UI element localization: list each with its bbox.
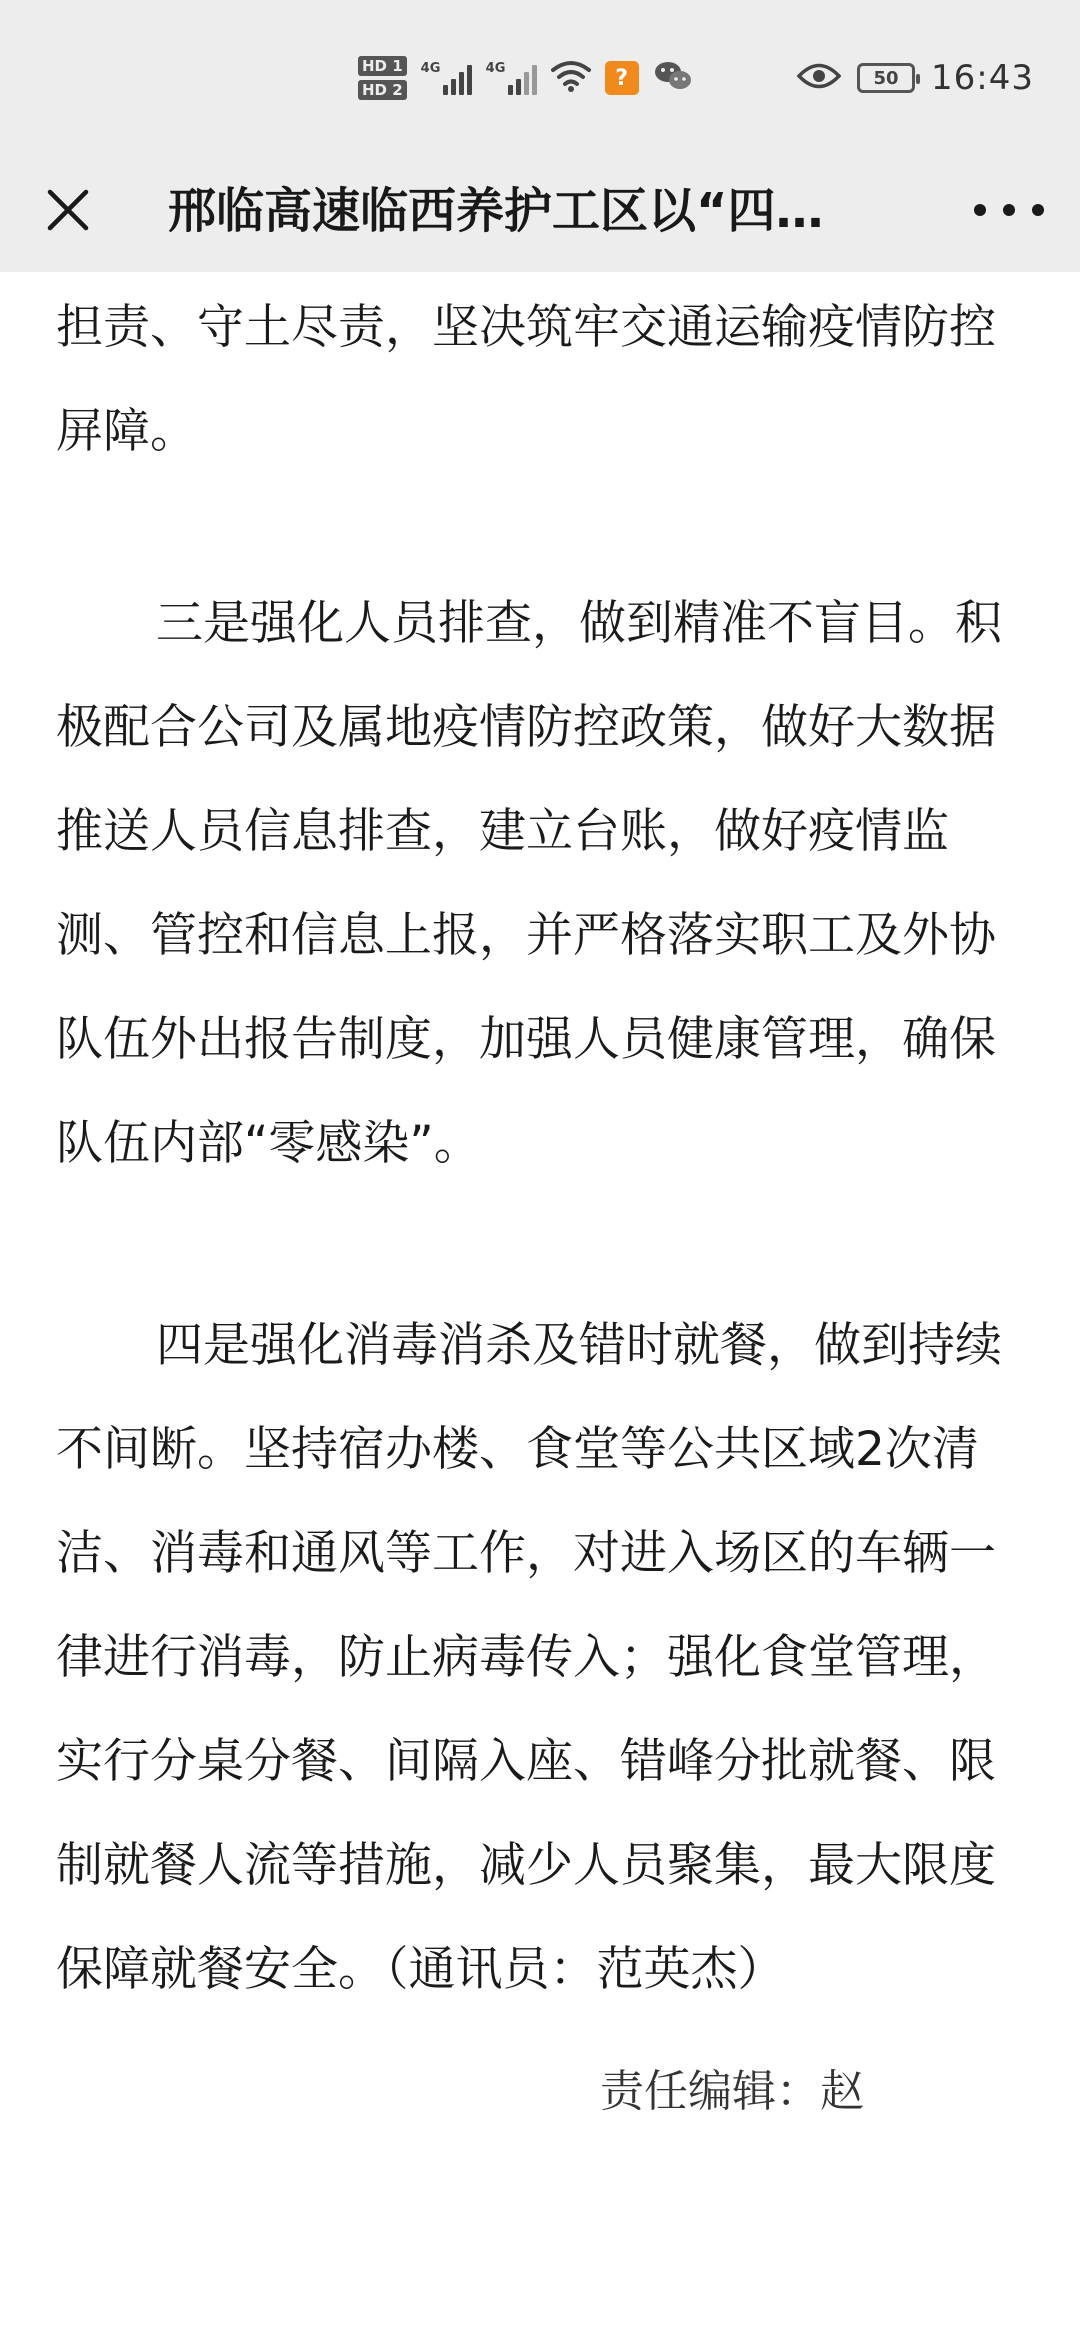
more-dot-icon: [1003, 204, 1015, 216]
article-paragraph: 三是强化人员排查，做到精准不盲目。积极配合公司及属地疫情防控政策，做好大数据推送人员信息排查，建立台账，做好疫情监测、管控和信息上报，并严格落实职工及外协队伍外出报告制度，加强人员健康管理，确保队伍内部“零感染”。: [56, 596, 1002, 1171]
status-bar: [0, 0, 1080, 150]
app-badge-icon: ?: [605, 61, 639, 95]
editor-credit: 责任编辑：赵: [600, 2066, 864, 2117]
more-dot-icon: [974, 204, 986, 216]
status-icons-right: [797, 48, 1034, 108]
hd2-badge: HD 2: [358, 80, 407, 100]
more-options-button[interactable]: [974, 182, 1044, 238]
close-icon: [44, 186, 92, 234]
navigation-bar: [0, 150, 1080, 272]
more-dot-icon: [1032, 204, 1044, 216]
page-title: 邢临高速临西养护工区以“四…: [168, 183, 824, 239]
hd1-badge: HD 1: [358, 56, 407, 76]
status-icons-left: [358, 48, 693, 108]
close-button[interactable]: [30, 172, 106, 248]
eye-icon: [797, 61, 841, 95]
signal-icon-sim1: [421, 61, 472, 95]
network-type-sim2: 4G: [485, 61, 506, 76]
top-bar: [0, 0, 1080, 272]
signal-icon-sim2: [486, 61, 537, 95]
wifi-icon: [551, 60, 591, 96]
article-paragraph: 四是强化消毒消杀及错时就餐，做到持续不间断。坚持宿办楼、食堂等公共区域2次清洁、消毒和通风等工作，对进入场区的车辆一律进行消毒，防止病毒传入；强化食堂管理，实行分桌分餐、间隔入座、错峰分批就餐、限制就餐人流等措施，减少人员聚集，最大限度保障就餐安全。（通讯员：范英杰）: [56, 1318, 1002, 1997]
article-paragraph: 担责、守土尽责，坚决筑牢交通运输疫情防控屏障。: [56, 300, 996, 459]
wechat-icon: [653, 59, 693, 97]
clock: 16:43: [931, 58, 1034, 98]
battery-level: 50: [873, 67, 899, 89]
hd-indicators: [358, 56, 407, 100]
battery-icon: [857, 63, 915, 93]
network-type-sim1: 4G: [420, 61, 441, 76]
